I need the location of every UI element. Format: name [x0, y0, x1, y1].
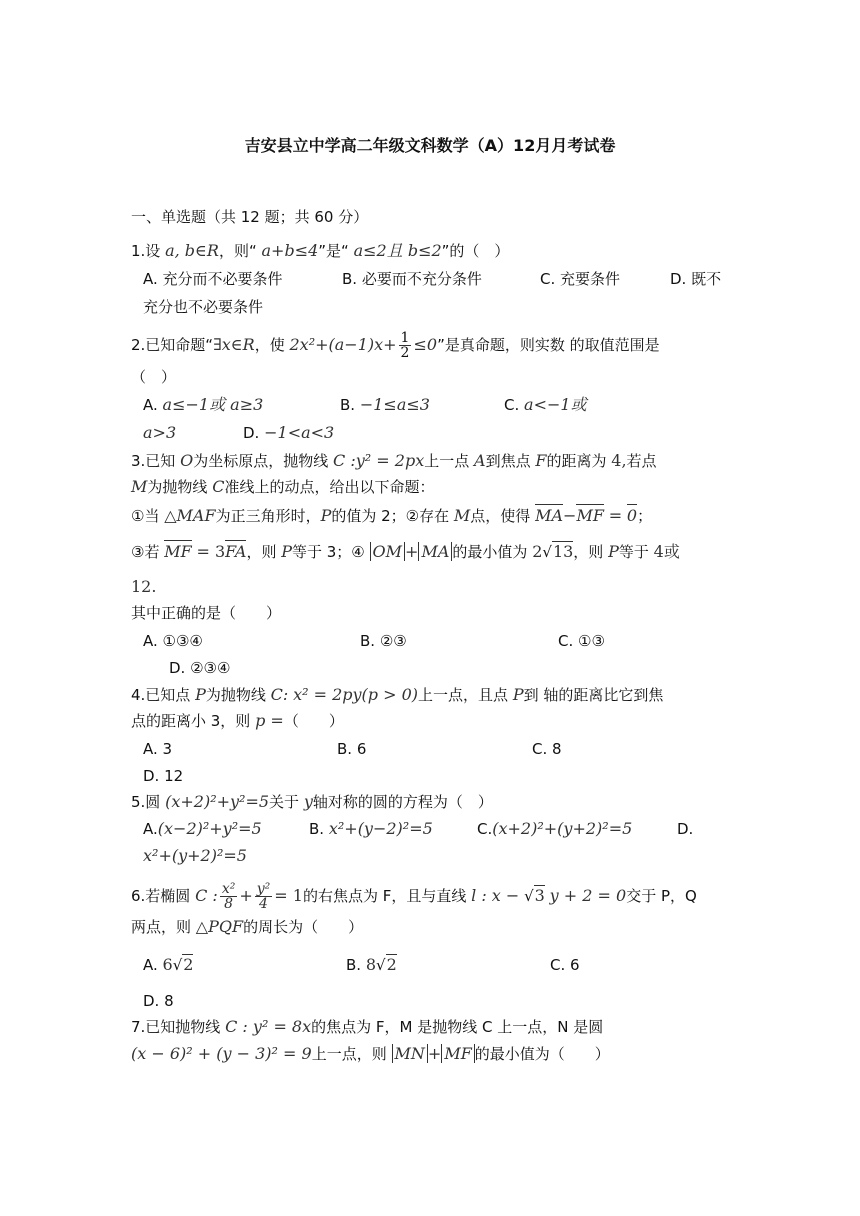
q2-stem: 2.已知命题“∃x∈R，使 2x²+(a−1)x+ $\frac{1}{2}$ ≤0”是真命题，则实数 的取值范围是 [131, 330, 660, 361]
q1-option-d-cont: 充分也不必要条件 [143, 298, 264, 316]
q6-options [143, 954, 580, 976]
q2-option-a[interactable]: A. a≤−1或 a≥3 [143, 395, 264, 414]
q4-option-d[interactable]: D. 12 [143, 767, 184, 785]
q4-line-2: 点的距离小 3，则 p =（ ） [131, 711, 344, 730]
q5-option-a[interactable]: A.(x−2)²+y²=5 [143, 819, 262, 838]
q6-line-1: 6.若椭圆 C : $\frac{\text{x²}}{8}$ + $\frac{\text{y²}}{4}$ = 1的右焦点为 F，且与直线 l : x − √3 y + 2 = 0交于 P，Q [131, 881, 697, 912]
q6-option-b[interactable]: B. 8√2 [346, 955, 397, 974]
q2-option-c[interactable]: C. a<−1或 [504, 395, 587, 414]
q3-line-1: 3.已知 O为坐标原点，抛物线 C :y² = 2px上一点 A到焦点 F的距离为 4,若点 [131, 451, 657, 470]
q2-options [143, 394, 587, 416]
q4-line-1: 4.已知点 P为抛物线 C: x² = 2py(p > 0)上一点，且点 P到 轴的距离比它到焦 [131, 685, 664, 704]
q6-option-d[interactable]: D. 8 [143, 992, 174, 1010]
q5-option-d[interactable]: x²+(y+2)²=5 [143, 846, 247, 865]
q3-line-3: ①当 △MAF为正三角形时，P的值为 2；②存在 M点，使得 MA−MF = 0； [131, 506, 653, 525]
q7-line-1: 7.已知抛物线 C : y² = 8x的焦点为 F，M 是抛物线 C 上一点，N 是圆 [131, 1017, 604, 1036]
q4-options [143, 738, 562, 760]
q1-option-b[interactable]: B. 必要而不充分条件 [342, 270, 482, 288]
q1-stem: 1.设 a, b∈R，则“ a+b≤4”是“ a≤2且 b≤2”的（ ） [131, 241, 510, 260]
q3-option-a[interactable]: A. ①③④ [143, 632, 203, 650]
q5-option-d-label[interactable]: D. [677, 820, 694, 838]
q1-option-a[interactable]: A. 充分而不必要条件 [143, 270, 283, 288]
q1-option-d[interactable]: D. 既不 [670, 270, 722, 288]
q6-frac-y: $\frac{\text{y²}}{4}$ [256, 881, 271, 912]
q3-prompt: 其中正确的是（ ） [131, 604, 282, 622]
q3-options [143, 630, 605, 652]
q4-option-b[interactable]: B. 6 [337, 740, 367, 758]
q3-line-4: ③若 MF = 3FA，则 P等于 3；④ OM + MA 的最小值为 2√13，则 P等于 4或 [131, 542, 680, 561]
q1-options [143, 268, 722, 290]
q3-option-c[interactable]: C. ①③ [558, 632, 605, 650]
q2-option-b[interactable]: B. −1≤a≤3 [340, 395, 430, 414]
q3-option-d[interactable]: D. ②③④ [169, 659, 231, 677]
q7-line-2: (x − 6)² + (y − 3)² = 9上一点，则 MN + MF 的最小值为（ ） [131, 1044, 610, 1063]
q4-option-c[interactable]: C. 8 [532, 740, 562, 758]
q3-line-2: M为抛物线 C准线上的动点，给出以下命题： [131, 477, 435, 496]
q4-option-a[interactable]: A. 3 [143, 740, 173, 758]
q3-option-b[interactable]: B. ②③ [360, 632, 407, 650]
q5-options [143, 818, 694, 840]
q2-options-cont: a>3 D. −1<a<3 [143, 423, 335, 442]
q1-option-c[interactable]: C. 充要条件 [540, 270, 621, 288]
q6-option-c[interactable]: C. 6 [550, 956, 580, 974]
q5-option-c[interactable]: C.(x+2)²+(y+2)²=5 [477, 819, 633, 838]
q6-frac-x: $\frac{\text{x²}}{8}$ [221, 881, 236, 912]
q5-stem: 5.圆 (x+2)²+y²=5关于 y轴对称的圆的方程为（ ） [131, 792, 493, 811]
q6-option-a[interactable]: A. 6√2 [143, 955, 194, 974]
q2-stem-cont: （ ） [131, 368, 177, 386]
exam-title: 吉安县立中学高二年级文科数学（A）12月月考试卷 [244, 136, 616, 155]
q2-option-d[interactable]: D. −1<a<3 [243, 423, 335, 442]
q6-line-2: 两点，则 △PQF的周长为（ ） [131, 917, 364, 936]
section-heading: 一、单选题（共 12 题；共 60 分） [131, 208, 369, 226]
q5-option-b[interactable]: B. x²+(y−2)²=5 [309, 819, 433, 838]
q2-fraction: $\frac{1}{2}$ [400, 330, 410, 361]
q3-line-5: 12. [131, 577, 157, 596]
